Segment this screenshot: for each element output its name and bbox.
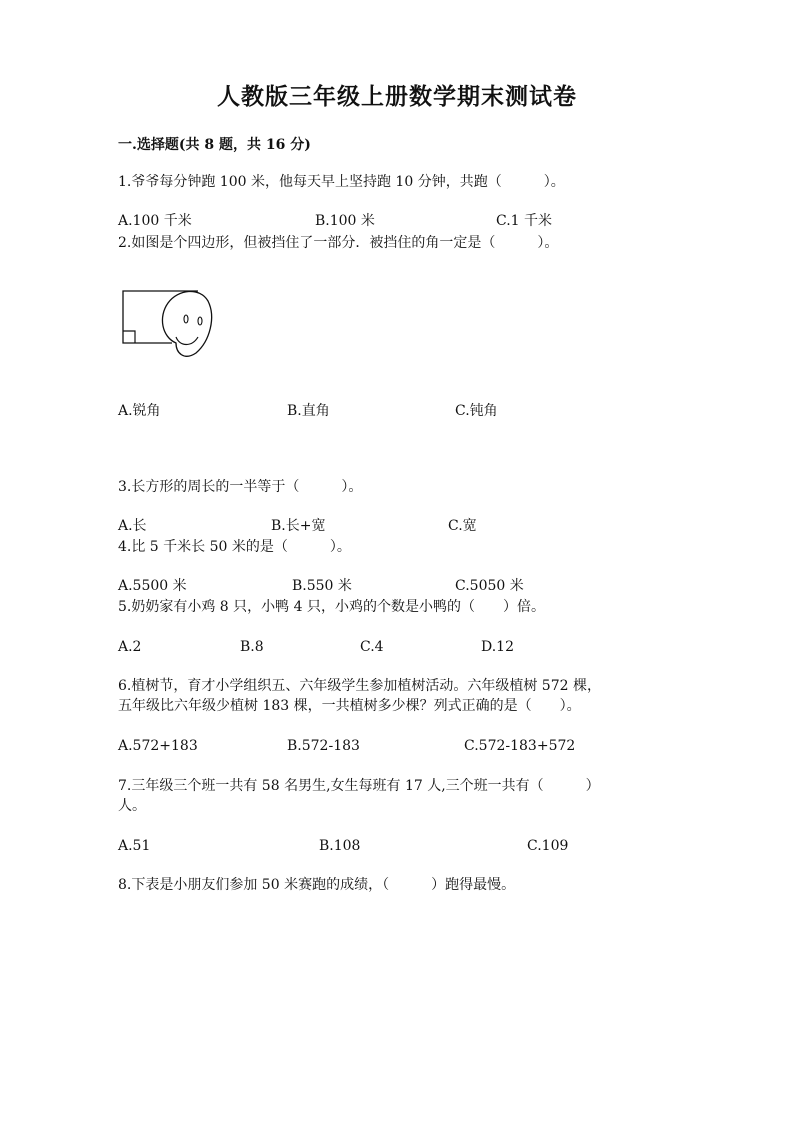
question-1: 1.爷爷每分钟跑 100 米，他每天早上坚持跑 10 分钟，共跑（ ）。 <box>118 174 565 190</box>
q3-option-a: A.长 <box>118 518 147 534</box>
q5-option-c: C.4 <box>360 639 384 655</box>
q5-option-d: D.12 <box>481 639 514 655</box>
question-3: 3.长方形的周长的一半等于（ ）。 <box>118 479 363 495</box>
smiley-face <box>162 291 211 356</box>
q1-option-c: C.1 千米 <box>496 213 553 229</box>
q7-option-a: A.51 <box>118 838 151 854</box>
q2-option-b: B.直角 <box>287 403 330 419</box>
section-heading: 一.选择题(共 8 题，共 16 分) <box>118 137 311 153</box>
q3-option-c: C.宽 <box>448 518 477 534</box>
question-8: 8.下表是小朋友们参加 50 米赛跑的成绩，（ ）跑得最慢。 <box>118 877 516 893</box>
q1-option-a: A.100 千米 <box>118 213 192 229</box>
question-5: 5.奶奶家有小鸡 8 只，小鸭 4 只，小鸡的个数是小鸭的（ ）倍。 <box>118 599 545 615</box>
q1-option-b: B.100 米 <box>315 213 375 229</box>
q6-option-a: A.572+183 <box>118 738 198 754</box>
q5-option-a: A.2 <box>118 639 142 655</box>
question-2: 2.如图是个四边形，但被挡住了一部分．被挡住的角一定是（ ）。 <box>118 235 559 251</box>
quadrilateral-figure <box>118 285 228 365</box>
right-angle-mark <box>123 331 135 343</box>
q4-option-a: A.5500 米 <box>118 578 187 594</box>
q6-option-c: C.572-183+572 <box>464 738 576 754</box>
q4-option-b: B.550 米 <box>292 578 352 594</box>
q6-option-b: B.572-183 <box>287 738 360 754</box>
question-7-line-1: 7.三年级三个班一共有 58 名男生,女生每班有 17 人,三个班一共有（ ） <box>118 778 600 794</box>
question-7-line-2: 人。 <box>118 798 146 814</box>
q2-option-c: C.钝角 <box>455 403 498 419</box>
question-6-line-1: 6.植树节，育才小学组织五、六年级学生参加植树活动。六年级植树 572 棵， <box>118 678 601 694</box>
page-title: 人教版三年级上册数学期末测试卷 <box>217 83 577 110</box>
q4-option-c: C.5050 米 <box>455 578 524 594</box>
question-4: 4.比 5 千米长 50 米的是（ ）。 <box>118 539 351 555</box>
q5-option-b: B.8 <box>240 639 264 655</box>
question-6-line-2: 五年级比六年级少植树 183 棵，一共植树多少棵？列式正确的是（ ）。 <box>118 698 581 714</box>
q3-option-b: B.长+宽 <box>271 518 326 534</box>
q7-option-b: B.108 <box>319 838 361 854</box>
q2-option-a: A.锐角 <box>118 403 161 419</box>
q7-option-c: C.109 <box>527 838 569 854</box>
